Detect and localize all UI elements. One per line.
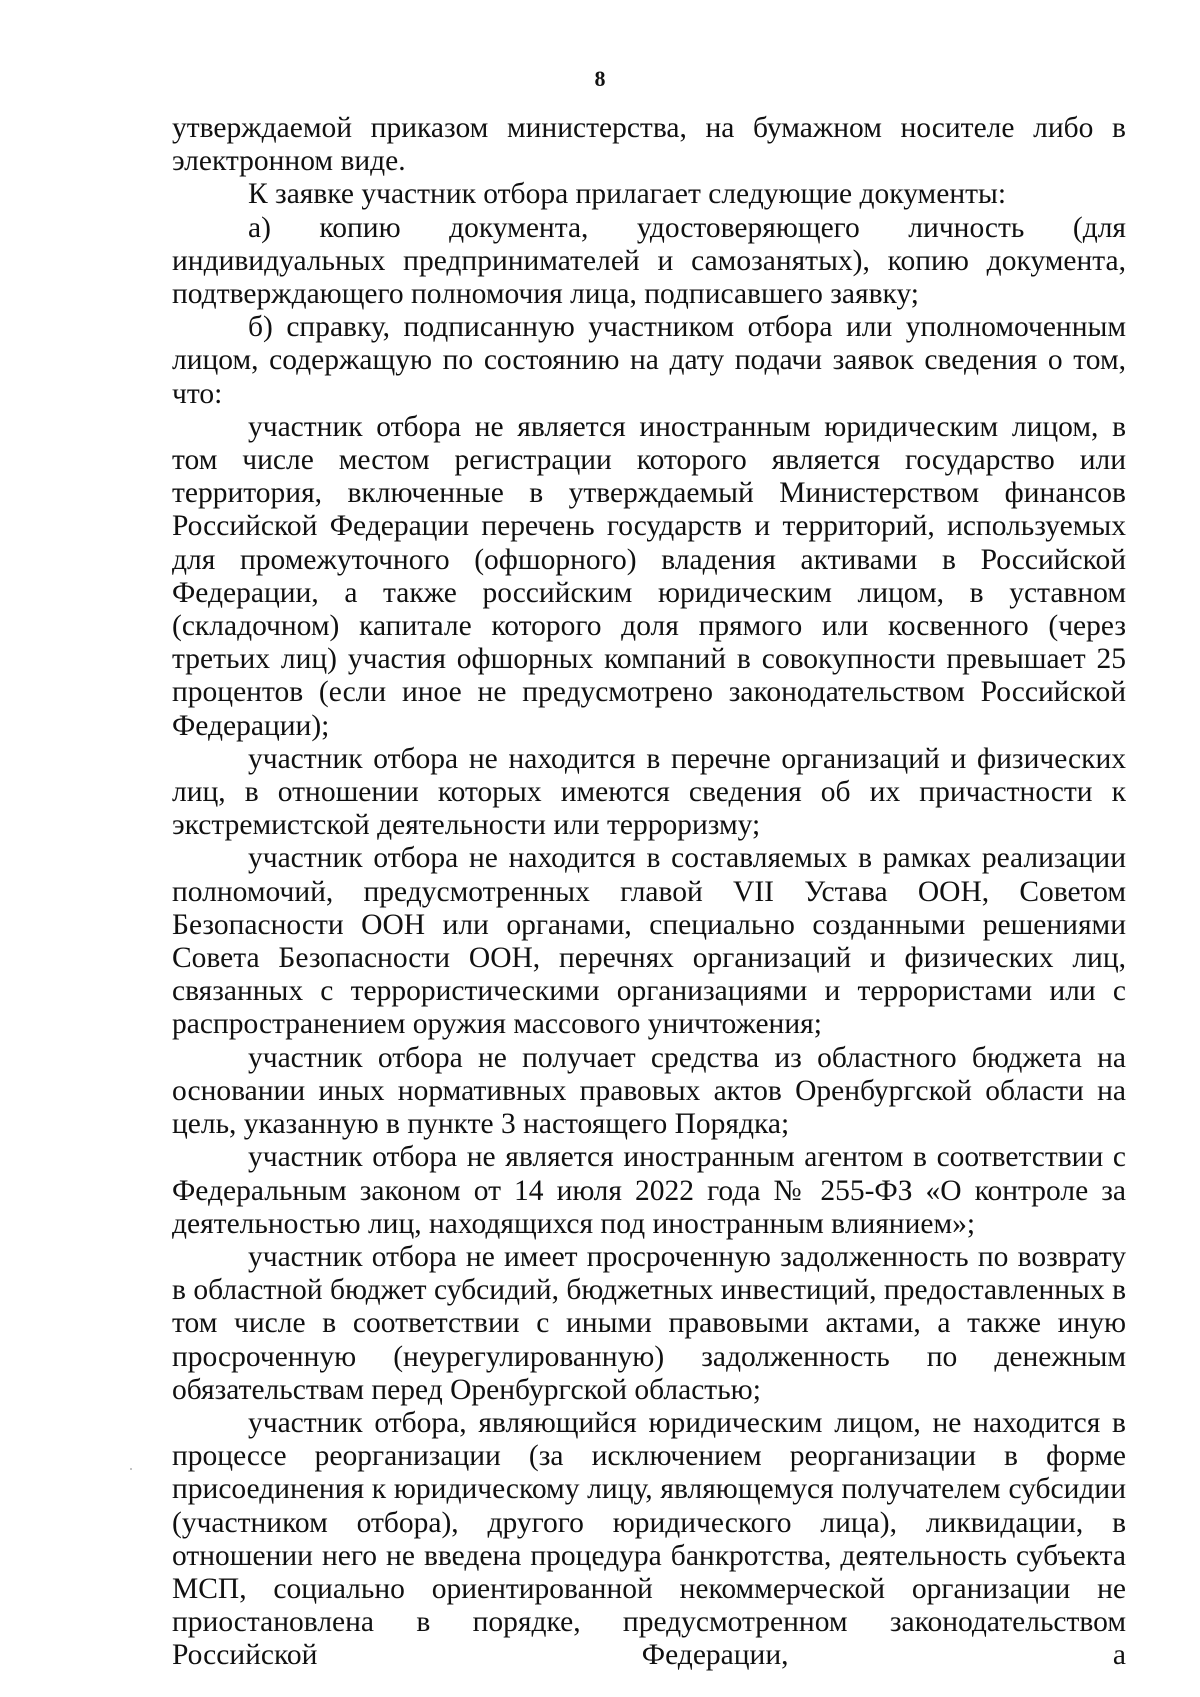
paragraph-reorganization-condition: участник отбора, являющийся юридическим лицом, не находится в процессе реорганизации (за исключением реорганизации в форме присоединения к юридическому лицу, являющемуся получателем субсидии (участником отбора), другого юридического лица), ликвидации, в отношении него не введена процедура банкротства, деятельность субъекта МСП, социально ориентированной некоммерческой организации не приостановлена в порядке, предусмотренном законодательством Российской Федерации, а bbox=[172, 1406, 1126, 1672]
paragraph-offshore-condition: участник отбора не является иностранным юридическим лицом, в том числе местом регистрации которого является государство или территория, включенные в утверждаемый Министерством финансов Российской Федерации перечень государств и территорий, используемых для промежуточного (офшорного) владения активами в Российской Федерации, а также российским юридическим лицом, в уставном (складочном) капитале которого доля прямого или косвенного (через третьих лиц) участия офшорных компаний в совокупности превышает 25 процентов (если иное не предусмотрено законодательством Российской Федерации); bbox=[172, 410, 1126, 742]
paragraph-extremism-condition: участник отбора не находится в перечне организаций и физических лиц, в отношении которых имеются сведения об их причастности к экстремистской деятельности или терроризму; bbox=[172, 742, 1126, 842]
scan-artifact bbox=[130, 1468, 132, 1470]
page-number: 8 bbox=[594, 66, 606, 91]
paragraph-foreign-agent-condition: участник отбора не является иностранным агентом в соответствии с Федеральным законом от 14 июля 2022 года № 255-ФЗ «О контроле за деятельностью лиц, находящихся под иностранным влиянием»; bbox=[172, 1141, 1126, 1240]
paragraph-item-b: б) справку, подписанную участником отбора или уполномоченным лицом, содержащую по состоянию на дату подачи заявок сведения о том, что: bbox=[172, 311, 1126, 410]
paragraph-regional-budget-condition: участник отбора не получает средства из областного бюджета на основании иных нормативных правовых актов Оренбургской области на цель, указанную в пункте 3 настоящего Порядка; bbox=[172, 1041, 1126, 1141]
paragraph-item-a: а) копию документа, удостоверяющего личность (для индивидуальных предпринимателей и самозанятых), копию документа, подтверждающего полномочия лица, подписавшего заявку; bbox=[172, 211, 1126, 311]
document-body bbox=[172, 112, 1126, 1673]
paragraph-un-lists-condition: участник отбора не находится в составляемых в рамках реализации полномочий, предусмотренных главой VII Устава ООН, Советом Безопасности ООН или органами, специально созданными решениями Совета Безопасности ООН, перечнях организаций и физических лиц, связанных с террористическими организациями и террористами или с распространением оружия массового уничтожения; bbox=[172, 842, 1126, 1041]
paragraph-overdue-debt-condition: участник отбора не имеет просроченную задолженность по возврату в областной бюджет субсидий, бюджетных инвестиций, предоставленных в том числе в соответствии с иными правовыми актами, а также иную просроченную (неурегулированную) задолженность по денежным обязательствам перед Оренбургской областью; bbox=[172, 1240, 1126, 1406]
paragraph-attachments-intro: К заявке участник отбора прилагает следующие документы: bbox=[248, 178, 1007, 211]
paragraph-continuation: утверждаемой приказом министерства, на бумажном носителе либо в электронном виде. bbox=[172, 112, 1126, 178]
